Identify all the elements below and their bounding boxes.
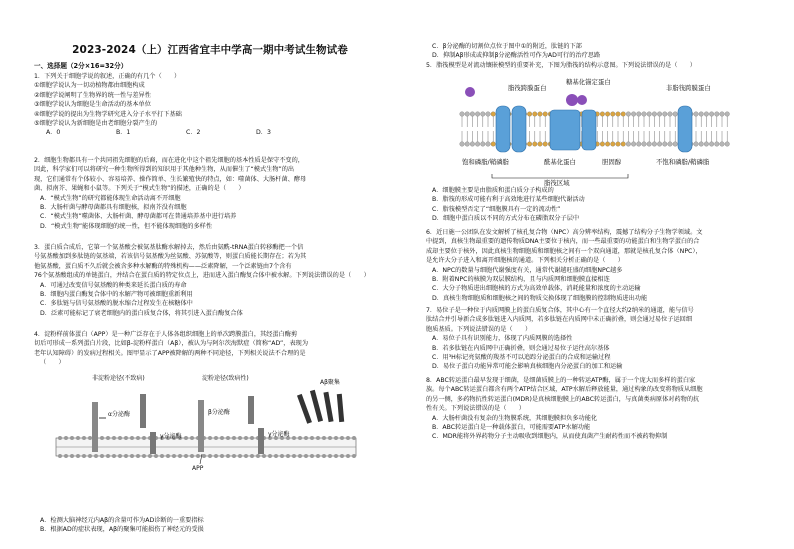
question-8-stem-line: 性有关。下列说法错误的是（ ）: [426, 405, 525, 413]
fig-label-cholesterol: 胆固醇: [602, 158, 622, 166]
lipid-raft-figure: [452, 78, 738, 186]
question-1-option-a: A．0: [46, 129, 61, 137]
phospholipid-head: [256, 454, 260, 458]
phospholipid-head: [491, 112, 496, 117]
fig-label-unsaturated: 不饱和磷脂/鞘磷脂: [656, 158, 710, 166]
phospholipid-head: [605, 112, 610, 117]
question-1-item-4: ④细胞学说的提出为生物学研究进入分子水平打下基础: [34, 110, 182, 118]
phospholipid-head: [668, 142, 673, 147]
question-7: [426, 306, 771, 372]
question-6-stem-line: 中提到，真核生物最重要的遗传物质DNA主要位于核内，而一些最重要的功能蛋白和生物学蛋白的合: [426, 238, 700, 246]
question-2-option-d: D．“模式生物”能体现细胞的统一性，但不能体现细胞的多样性: [40, 222, 213, 230]
phospholipid-head: [190, 436, 194, 440]
phospholipid-head: [346, 436, 350, 440]
phospholipid-head: [652, 142, 657, 147]
question-7-stem-line: 7．易位子是一种位于内质网膜上的蛋白质复合体，其中心有一个直径大约2纳米的通道，能与信号: [426, 307, 694, 314]
phospholipid-head: [136, 436, 140, 440]
question-5-options: [426, 186, 771, 224]
phospholipid-head: [298, 436, 302, 440]
phospholipid-head: [184, 436, 188, 440]
phospholipid-head: [611, 112, 616, 117]
question-8-stem-line: 8．ABC转运蛋白最早发现于细菌，是细菌质膜上的一种转运ATP酶，属于一个庞大而多样的蛋白家: [426, 377, 696, 384]
phospholipid-head: [58, 454, 62, 458]
phospholipid-head: [172, 454, 176, 458]
fig-label-path1: 非淀粉途径(不致病): [92, 375, 145, 382]
phospholipid-head: [475, 112, 480, 117]
question-5-option-d: D．细胞中蛋白质以不同的方式分布在磷脂双分子层中: [432, 215, 580, 223]
phospholipid-head: [220, 454, 224, 458]
question-2-option-b: B．大肠杆菌与酵母菌都具有细胞核，拟南芥没有细胞: [40, 204, 187, 212]
phospholipid-head: [642, 112, 647, 117]
app-protein-2: [198, 400, 204, 452]
abeta-aggregate: [297, 390, 344, 424]
phospholipid-head: [292, 454, 296, 458]
phospholipid-head: [142, 436, 146, 440]
phospholipid-head: [250, 454, 254, 458]
question-3-option-b: B．细胞内蛋白酶复合体中的水解产物可被细胞重新利用: [40, 291, 193, 299]
question-1: [34, 72, 386, 138]
phospholipid-head: [70, 436, 74, 440]
question-1-options: [34, 128, 386, 137]
phospholipid-head: [316, 454, 320, 458]
phospholipid-head: [58, 436, 62, 440]
question-2-stem-line: 2．细胞生物都具有一个共同祖先细胞的后裔，而在进化中这个祖先细胞的基本性质是保守不变的，: [34, 157, 304, 164]
phospholipid-head: [538, 112, 543, 117]
phospholipid-head: [657, 112, 662, 117]
question-3-option-d: D．泛素可能标记了衰老细胞内的蛋白质复合体，将其引进入蛋白酶复合体: [40, 309, 243, 317]
question-8-option-a: A．大肠杆菌没有复杂的生物膜系统，其细胞膜担负多功能化: [432, 414, 598, 422]
phospholipid-head: [214, 454, 218, 458]
question-4: [34, 330, 386, 368]
phospholipid-head: [334, 454, 338, 458]
phospholipid-head: [709, 112, 714, 117]
phospholipid-head: [154, 454, 158, 458]
question-7-stem-line: 胞质基质。下列说法错误的是（ ）: [426, 325, 532, 333]
question-6-option-d: D．真核生物细胞质和细胞核之间的物质交换体现了细胞膜的控制物质进出功能: [432, 294, 648, 302]
phospholipid-head: [130, 454, 134, 458]
phospholipid-head: [160, 454, 164, 458]
phospholipid-head: [322, 454, 326, 458]
phospholipid-head: [543, 142, 548, 147]
phospholipid-head: [124, 454, 128, 458]
question-6-option-a: A．NPC的数量与细胞代谢强度有关，通常代谢越旺盛的细胞NPC越多: [432, 266, 623, 274]
exam-title: 2023-2024（上）江西省宜丰中学高一期中考试生物试卷: [72, 44, 348, 56]
phospholipid-head: [694, 112, 699, 117]
question-5-option-a: A．细胞膜主要是由脂质和蛋白质分子构成的: [432, 187, 554, 194]
phospholipid-head: [136, 454, 140, 458]
phospholipid-head: [64, 436, 68, 440]
phospholipid-head: [334, 436, 338, 440]
phospholipid-head: [142, 454, 146, 458]
phospholipid-head: [668, 112, 673, 117]
fig-label-nonraft-protein: 非脂筏跨膜蛋白: [666, 84, 711, 92]
phospholipid-head: [475, 142, 480, 147]
question-7-option-b: B．若多肽链在内质网中正确折叠，则会通过易位子运往高尔基体: [432, 344, 610, 352]
fig-label-acylated: 酰基化蛋白: [544, 158, 576, 166]
phospholipid-head: [322, 436, 326, 440]
phospholipid-head: [465, 112, 470, 117]
question-4-stem-line: 4．淀粉样前体蛋白（APP）是一种广泛存在于人体各组织细胞上的单次跨膜蛋白，其经蛋白酶剪: [34, 331, 298, 338]
phospholipid-head: [112, 454, 116, 458]
question-8-stem-line: 的另一侧，多药物抗性转运蛋白(MDR)是真核细胞膜上的ABC转运蛋白，与真菌类病原体对药物的抗: [426, 395, 700, 403]
question-7-stem-line: 肽结合并引导新合成多肽链进入内质网，若多肽链在内质网中未正确折叠，则会通过易位子运回细: [426, 316, 693, 324]
question-2-stem-line: 现，它们通常有个体较小、容易培养、操作简单、生长繁殖快的特点，如：噬菌体、大肠杆菌、酵母: [34, 175, 307, 183]
cell-membrane: [56, 436, 356, 458]
phospholipid-head: [268, 454, 272, 458]
question-6-stem-line: 6．近日施一公团队在发文解析了核孔复合物（NPC）高分辨率结构，震撼了结构分子生物学领域。文: [426, 229, 703, 236]
question-2: [34, 156, 386, 231]
question-1-stem: 1．下列关于细胞学说的叙述，正确的有几个（ ）: [34, 73, 181, 80]
question-4-option-b: B．根据AD的症状表现，Aβ的聚集可能损伤了神经元的受损: [40, 526, 204, 534]
phospholipid-head: [699, 142, 704, 147]
question-4-continued: [426, 42, 771, 70]
phospholipid-head: [64, 454, 68, 458]
question-2-stem-line: 因此，科学家们可以将研究一种生物所得到的知识用于其他种生物，从而催生了“模式生物”的出: [34, 166, 295, 174]
fig-label-app: APP: [192, 465, 204, 472]
phospholipid-head: [196, 454, 200, 458]
phospholipid-head: [214, 436, 218, 440]
question-1-option-d: D．3: [256, 129, 271, 137]
question-6-option-b: B．附着NPC的核膜为双层膜结构，且与内质网和细胞膜直接相连: [432, 276, 610, 284]
phospholipid-head: [657, 142, 662, 147]
phospholipid-head: [328, 436, 332, 440]
phospholipid-head: [94, 454, 98, 458]
phospholipid-head: [626, 112, 631, 117]
question-3-option-c: C．多肽链与信号氨基酸的脱水缩合过程发生在核糖体中: [40, 300, 193, 308]
phospholipid-head: [118, 436, 122, 440]
phospholipid-head: [543, 112, 548, 117]
phospholipid-head: [616, 142, 621, 147]
phospholipid-head: [486, 112, 491, 117]
phospholipid-head: [232, 436, 236, 440]
fig-label-gpi-protein: 糖基化锚定蛋白: [566, 78, 611, 86]
question-7-option-d: D．易位子蛋白功能异常可能会影响真核细胞内分泌蛋白的加工和运输: [432, 363, 623, 371]
phospholipid-head: [611, 142, 616, 147]
phospholipid-head: [286, 454, 290, 458]
question-4-option-d: D．抑制Aβ形成或抑制β分泌酶活性可作为AD可行的治疗思路: [432, 52, 601, 60]
question-6: [426, 228, 771, 303]
phospholipid-head: [76, 454, 80, 458]
phospholipid-head: [304, 436, 308, 440]
fig-label-raft-protein: 脂筏跨膜蛋白: [508, 84, 547, 92]
phospholipid-head: [232, 454, 236, 458]
question-4-option-c: C．β分泌酶的切割位点位于图中①的附近，肽链的下部: [432, 43, 582, 50]
question-1-item-3: ③细胞学说认为细胞是生命活动的基本单位: [34, 101, 151, 109]
phospholipid-head: [465, 142, 470, 147]
phospholipid-head: [178, 454, 182, 458]
fig-label-gamma1: γ分泌酶: [160, 433, 182, 440]
phospholipid-head: [652, 112, 657, 117]
phospholipid-head: [202, 454, 206, 458]
phospholipid-head: [274, 454, 278, 458]
phospholipid-head: [220, 436, 224, 440]
phospholipid-head: [663, 112, 668, 117]
question-5-option-b: B．脂筏的形成可能有利于高效地进行某些细胞代谢活动: [432, 196, 585, 204]
fig-label-raft-region: 脂筏区域: [544, 179, 570, 186]
phospholipid-head: [226, 436, 230, 440]
question-4-stem-line: 切后可形成一系列蛋白片段，比如β-淀粉样蛋白（Aβ），被认为与阿尔茨海默症（简称“AD”，表现为: [34, 340, 309, 348]
fig-label-gamma2: γ分泌酶: [268, 431, 290, 438]
question-6-stem-line: 是允许大分子进入和离开细胞核的通道。下列相关分析正确的是（ ）: [426, 257, 624, 265]
phospholipid-head: [340, 436, 344, 440]
phospholipid-head: [538, 142, 543, 147]
phospholipid-head: [637, 142, 642, 147]
phospholipid-head: [486, 142, 491, 147]
phospholipid-head: [226, 454, 230, 458]
phospholipid-head: [184, 454, 188, 458]
phospholipid-head: [148, 454, 152, 458]
question-8-option-b: B．ABC转运蛋白是一种载体蛋白，可能需要ATP水解功能: [432, 424, 591, 432]
question-1-item-2: ②细胞学说阐明了生物界的统一性与差异性: [34, 91, 151, 99]
question-8-stem-line: 族。每个ABC转运蛋白都含有两个ATP结合区域，ATP水解后释放能量，通过构象的改变将物质从细胞: [426, 386, 703, 394]
phospholipid-head: [352, 454, 356, 458]
question-1-item-1: ①细胞学说认为一切动植物都由细胞构成: [34, 82, 145, 90]
question-4-stem-line: （ ）: [40, 359, 65, 367]
app-pathway-figure: [52, 372, 368, 482]
app-protein-1: [92, 402, 98, 452]
phospholipid-head: [352, 436, 356, 440]
question-8: [426, 376, 771, 442]
phospholipid-head: [340, 454, 344, 458]
phospholipid-head: [346, 454, 350, 458]
phospholipid-head: [631, 112, 636, 117]
phospholipid-head: [631, 142, 636, 147]
phospholipid-head: [637, 112, 642, 117]
phospholipid-head: [704, 142, 709, 147]
phospholipid-head: [280, 454, 284, 458]
phospholipid-head: [100, 454, 104, 458]
phospholipid-head: [533, 142, 538, 147]
phospholipid-head: [208, 436, 212, 440]
phospholipid-head: [292, 436, 296, 440]
phospholipid-head: [715, 142, 720, 147]
question-2-option-c: C．“模式生物”噬菌体、大肠杆菌、酵母菌都可在普通培养基中进行培养: [40, 213, 237, 221]
question-7-option-c: C．用³H标记亮氨酸的羧基不可以追踪分泌蛋白的合成和运输过程: [432, 354, 611, 362]
phospholipid-head: [600, 112, 605, 117]
phospholipid-head: [720, 112, 725, 117]
phospholipid-head: [262, 454, 266, 458]
phospholipid-head: [600, 142, 605, 147]
question-3-stem-line: 他氨基酸，蛋白质不久后就会被含多种水解酶的特殊机构——泛素降解，一个泛素链由7个含有: [34, 262, 292, 270]
question-3-stem-line: 3．蛋白质合成后，它第一个氨基酸会被氨基肽酶水解掉去，然后由氨酰-tRNA蛋白转移酶把一个信: [34, 244, 304, 251]
question-2-option-a: A．“模式生物”的研究都能体现生命活动离不开细胞: [40, 194, 181, 202]
phospholipid-head: [166, 454, 170, 458]
phospholipid-head: [725, 142, 730, 147]
phospholipid-head: [238, 454, 242, 458]
phospholipid-head: [470, 142, 475, 147]
phospholipid-head: [76, 436, 80, 440]
question-4-stem-line: 老年认知障碍）的发病过程相关。图甲显示了APP被降解的两种不同途径，下列相关说法不合理的是: [34, 349, 306, 357]
phospholipid-head: [527, 142, 532, 147]
phospholipid-head: [118, 454, 122, 458]
fig-label-alpha: α分泌酶: [108, 411, 130, 418]
phospholipid-head: [621, 142, 626, 147]
phospholipid-head: [491, 142, 496, 147]
phospholipid-head: [112, 436, 116, 440]
phospholipid-head: [725, 112, 730, 117]
phospholipid-head: [642, 142, 647, 147]
phospholipid-head: [88, 436, 92, 440]
question-1-option-b: B．1: [116, 129, 131, 137]
phospholipid-head: [720, 142, 725, 147]
phospholipid-head: [481, 112, 486, 117]
phospholipid-head: [605, 142, 610, 147]
phospholipid-head: [527, 112, 532, 117]
fig-label-saturated: 饱和磷脂/鞘磷脂: [462, 158, 509, 166]
question-8-option-c: C．MDR能将外界药物分子主动吸收到细胞内，从而使真菌产生耐药性而不被药物抑制: [432, 433, 668, 441]
phospholipid-head: [304, 454, 308, 458]
phospholipid-head: [647, 112, 652, 117]
phospholipid-head: [100, 436, 104, 440]
phospholipid-head: [621, 112, 626, 117]
phospholipid-head: [190, 454, 194, 458]
phospholipid-head: [244, 454, 248, 458]
phospholipid-head: [130, 436, 134, 440]
raft-region-bracket: [492, 174, 628, 178]
question-5-stem: 5．脂筏模型是对流动镶嵌模型的重要补充，下图为脂筏的结构示意图。下列说法错误的是（ ）: [426, 61, 696, 69]
phospholipid-head: [310, 454, 314, 458]
phospholipid-head: [208, 454, 212, 458]
phospholipid-head: [70, 454, 74, 458]
phospholipid-head: [533, 112, 538, 117]
phospholipid-head: [82, 436, 86, 440]
phospholipid-head: [699, 112, 704, 117]
phospholipid-head: [106, 454, 110, 458]
phospholipid-head: [316, 436, 320, 440]
phospholipid-head: [673, 142, 678, 147]
phospholipid-head: [328, 454, 332, 458]
phospholipid-head: [310, 436, 314, 440]
question-3-stem-line: 76个氨基酸组成的单链蛋白，并结合在蛋白质的特定位点上，进而进入蛋白酶复合体中被水解。下列说法错误的是（ ）: [34, 272, 370, 280]
phospholipid-head: [460, 112, 465, 117]
question-1-option-c: C．2: [186, 129, 201, 137]
phospholipid-head: [82, 454, 86, 458]
question-3-stem-line: 号氨基酸加到多肽链的氨基端，若该信号氨基酸为丝氨酸、苏氨酸等，则蛋白质能长期存在；若为其: [34, 253, 307, 261]
question-5-option-c: C．脂筏模型否定了“细胞膜具有一定的流动性”: [432, 205, 561, 213]
phospholipid-head: [616, 112, 621, 117]
phospholipid-head: [124, 436, 128, 440]
phospholipid-head: [250, 436, 254, 440]
phospholipid-head: [704, 112, 709, 117]
phospholipid-head: [481, 142, 486, 147]
question-6-option-c: C．大分子物质进出细胞核的方式为高效单载体，消耗能量和浓度的主动运输: [432, 285, 641, 293]
phospholipid-head: [626, 142, 631, 147]
phospholipid-head: [88, 454, 92, 458]
phospholipid-head: [106, 436, 110, 440]
section-heading: 一、选择题（2分×16=32分）: [34, 62, 128, 70]
fig-label-abeta: Aβ聚集: [320, 379, 340, 386]
question-2-stem-line: 菌、拟南芥、果蝇和小鼠等。下列关于“模式生物”的描述，正确的是（ ）: [34, 185, 245, 193]
question-7-option-a: A．易位子具有识别能力，体现了内质网膜的选择性: [432, 335, 573, 343]
phospholipid-head: [715, 112, 720, 117]
question-4-option-a: A．检测大脑神经元内Aβ的含量可作为AD诊断的一重要指标: [40, 517, 204, 524]
phospholipid-head: [709, 142, 714, 147]
question-3: [34, 243, 386, 318]
phospholipid-head: [470, 112, 475, 117]
phospholipid-head: [673, 112, 678, 117]
phospholipid-head: [298, 454, 302, 458]
phospholipid-head: [244, 436, 248, 440]
phospholipid-head: [694, 142, 699, 147]
fig-label-beta: β分泌酶: [208, 409, 230, 416]
question-6-stem-line: 成却主要位于核外，因此真核生物细胞质和细胞核之间有一个双向通道，那就是核孔复合体（NPC），: [426, 247, 702, 255]
fig-label-path2: 淀粉途径(致病性): [202, 375, 249, 382]
question-4-options: [34, 516, 386, 535]
question-1-item-5: ⑤细胞学说认为新细胞是由老细胞分裂产生的: [34, 120, 158, 128]
phospholipid-head: [238, 436, 242, 440]
phospholipid-head: [460, 142, 465, 147]
phospholipid-head: [663, 142, 668, 147]
phospholipid-head: [647, 142, 652, 147]
question-3-option-a: A．可通过改变信号氨基酸的种类来延长蛋白质的寿命: [40, 281, 187, 289]
